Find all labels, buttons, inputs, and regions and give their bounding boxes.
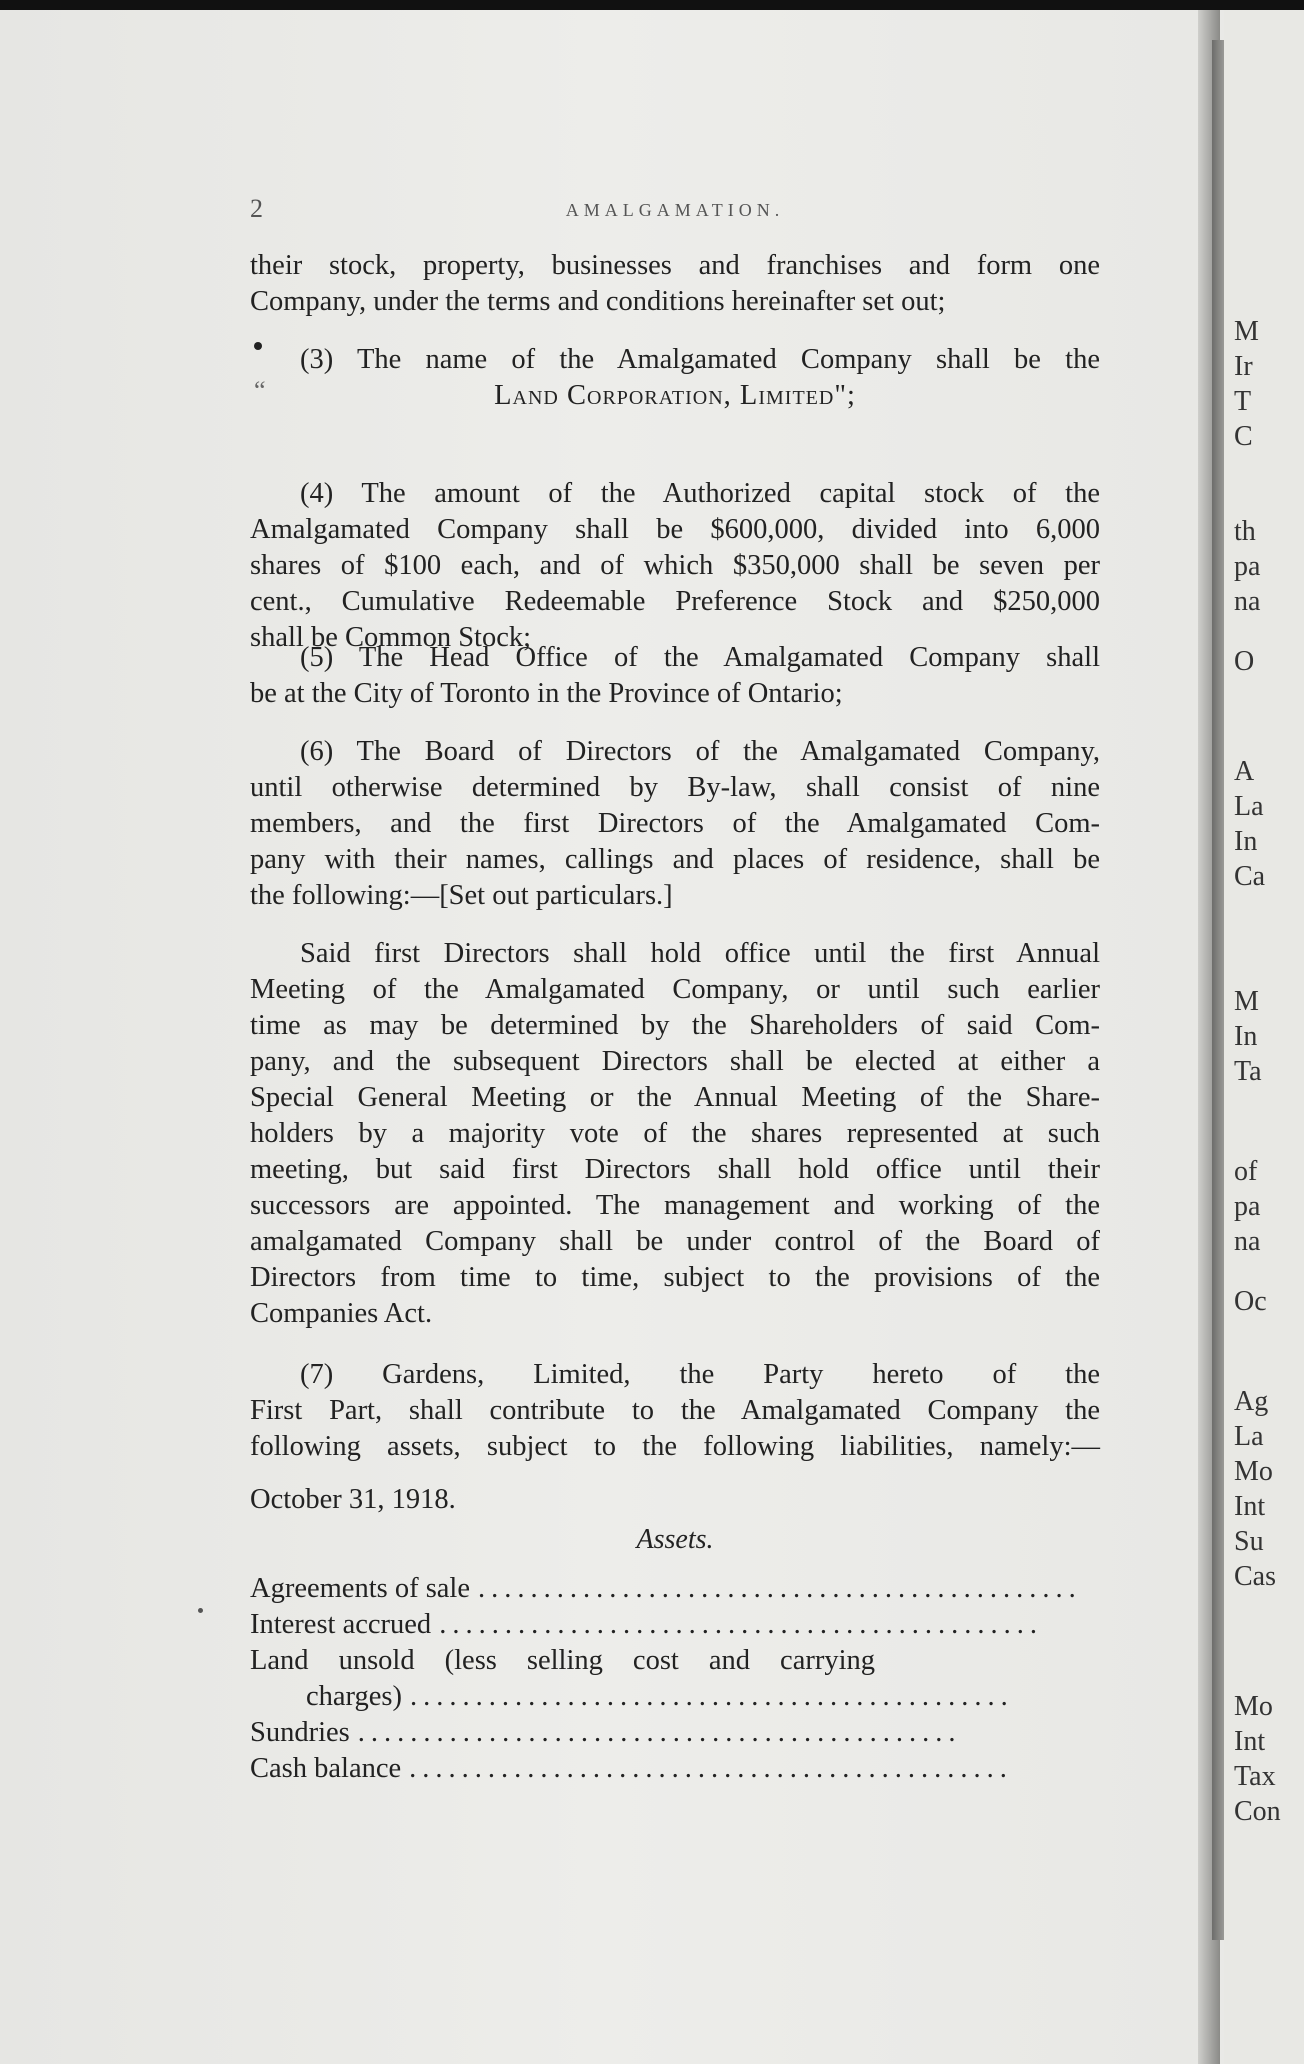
facing-page-fragment: Con [1234, 1796, 1281, 1827]
asset-label: Interest accrued [250, 1609, 432, 1640]
body-line: meeting, but said first Directors shall hold office until their [250, 1154, 1100, 1185]
facing-page-fragment: Mo [1234, 1691, 1273, 1722]
body-line: following assets, subject to the following liabilities, namely:— [250, 1431, 1100, 1462]
body-line: members, and the first Directors of the Amalgamated Com- [250, 808, 1100, 839]
body-line: holders by a majority vote of the shares represented at such [250, 1118, 1100, 1149]
facing-page-fragment: O [1234, 646, 1255, 677]
running-header [250, 194, 1100, 228]
body-line: successors are appointed. The management and working of the [250, 1190, 1100, 1221]
body-line: be at the City of Toronto in the Province of Ontario; [250, 678, 843, 709]
facing-page-fragment: C [1234, 421, 1253, 452]
asset-label: Sundries [250, 1717, 350, 1748]
facing-page-fragment: Int [1234, 1491, 1266, 1522]
leader-dots: .............................................. [439, 1609, 1043, 1640]
body-line: Amalgamated Company shall be $600,000, divided into 6,000 [250, 514, 1100, 545]
facing-page-fragment: of [1234, 1156, 1258, 1187]
facing-page-fragment: Ca [1234, 861, 1266, 892]
body-line: (6) The Board of Directors of the Amalgamated Company, [300, 736, 1100, 767]
facing-page-fragment: Mo [1234, 1456, 1273, 1487]
leader-dots: .............................................. [410, 1681, 1014, 1712]
body-line: First Part, shall contribute to the Amalgamated Company the [250, 1395, 1100, 1426]
facing-page-fragment: T [1234, 386, 1252, 417]
body-line: Meeting of the Amalgamated Company, or until such earlier [250, 974, 1100, 1005]
asset-label: Land unsold (less selling cost and carrying [250, 1645, 875, 1676]
facing-page-fragment: Su [1234, 1526, 1264, 1557]
gutter-shadow [1212, 40, 1224, 1940]
body-line: (7) Gardens, Limited, the Party hereto of the [300, 1359, 1100, 1390]
leader-dots: .............................................. [357, 1717, 962, 1748]
facing-page-fragment: A [1234, 756, 1255, 787]
body-line: pany with their names, callings and places of residence, shall be [250, 844, 1100, 875]
facing-page-fragment: M [1234, 986, 1259, 1017]
asset-row [250, 1679, 1014, 1715]
facing-page-edge [1224, 10, 1304, 2064]
body-line: (5) The Head Office of the Amalgamated Company shall [300, 642, 1100, 673]
body-line: time as may be determined by the Shareholders of said Com- [250, 1010, 1100, 1041]
facing-page-fragment: pa [1234, 551, 1261, 582]
facing-page-fragment: Oc [1234, 1286, 1267, 1317]
facing-page-fragment: La [1234, 791, 1264, 822]
body-line: shall be Common Stock; [250, 622, 532, 653]
facing-page-fragment: th [1234, 516, 1256, 547]
facing-page-fragment: Cas [1234, 1561, 1276, 1592]
leader-dots: .............................................. [409, 1753, 1013, 1784]
body-line: (3) The name of the Amalgamated Company shall be the [300, 344, 1100, 375]
statement-date: October 31, 1918. [250, 1484, 456, 1515]
page-number: 2 [250, 194, 263, 223]
facing-page-fragment: pa [1234, 1191, 1261, 1222]
facing-page-fragment: In [1234, 826, 1258, 857]
body-line: Said first Directors shall hold office until the first Annual [300, 938, 1100, 969]
asset-row [250, 1715, 962, 1751]
body-line: Special General Meeting or the Annual Meeting of the Share- [250, 1082, 1100, 1113]
asset-row [250, 1571, 1082, 1607]
scan-top-border [0, 0, 1304, 10]
body-line: cent., Cumulative Redeemable Preference Stock and $250,000 [250, 586, 1100, 617]
asset-row [250, 1607, 1043, 1643]
body-line: pany, and the subsequent Directors shall be elected at either a [250, 1046, 1100, 1077]
body-line: Companies Act. [250, 1298, 433, 1329]
running-title: AMALGAMATION. [565, 200, 785, 220]
facing-page-fragment: Tax [1234, 1761, 1276, 1792]
asset-row [250, 1751, 1013, 1787]
asset-label: charges) [306, 1681, 403, 1712]
body-line: (4) The amount of the Authorized capital stock of the [300, 478, 1100, 509]
asset-label: Cash balance [250, 1753, 402, 1784]
open-quote-mark: “ [254, 376, 266, 405]
body-line: Land Corporation, Limited"; [494, 380, 856, 411]
facing-page-fragment: M [1234, 316, 1259, 347]
body-line: shares of $100 each, and of which $350,000 shall be seven per [250, 550, 1100, 581]
ink-speck [198, 1608, 203, 1613]
body-line: amalgamated Company shall be under control of the Board of [250, 1226, 1100, 1257]
facing-page-fragment: In [1234, 1021, 1258, 1052]
facing-page-fragment: La [1234, 1421, 1264, 1452]
body-line: Directors from time to time, subject to the provisions of the [250, 1262, 1100, 1293]
body-line: Company, under the terms and conditions hereinafter set out; [250, 286, 946, 317]
facing-page-fragment: Ag [1234, 1386, 1269, 1417]
asset-label: Agreements of sale [250, 1573, 470, 1604]
body-line: their stock, property, businesses and franchises and form one [250, 250, 1100, 281]
body-line: until otherwise determined by By-law, shall consist of nine [250, 772, 1100, 803]
facing-page-fragment: na [1234, 586, 1261, 617]
facing-page-fragment: na [1234, 1226, 1261, 1257]
facing-page-fragment: Int [1234, 1726, 1266, 1757]
assets-heading: Assets. [636, 1524, 714, 1555]
facing-page-fragment: Ir [1234, 351, 1253, 382]
leader-dots: .............................................. [478, 1573, 1082, 1604]
body-line: the following:—[Set out particulars.] [250, 880, 673, 911]
facing-page-fragment: Ta [1234, 1056, 1262, 1087]
